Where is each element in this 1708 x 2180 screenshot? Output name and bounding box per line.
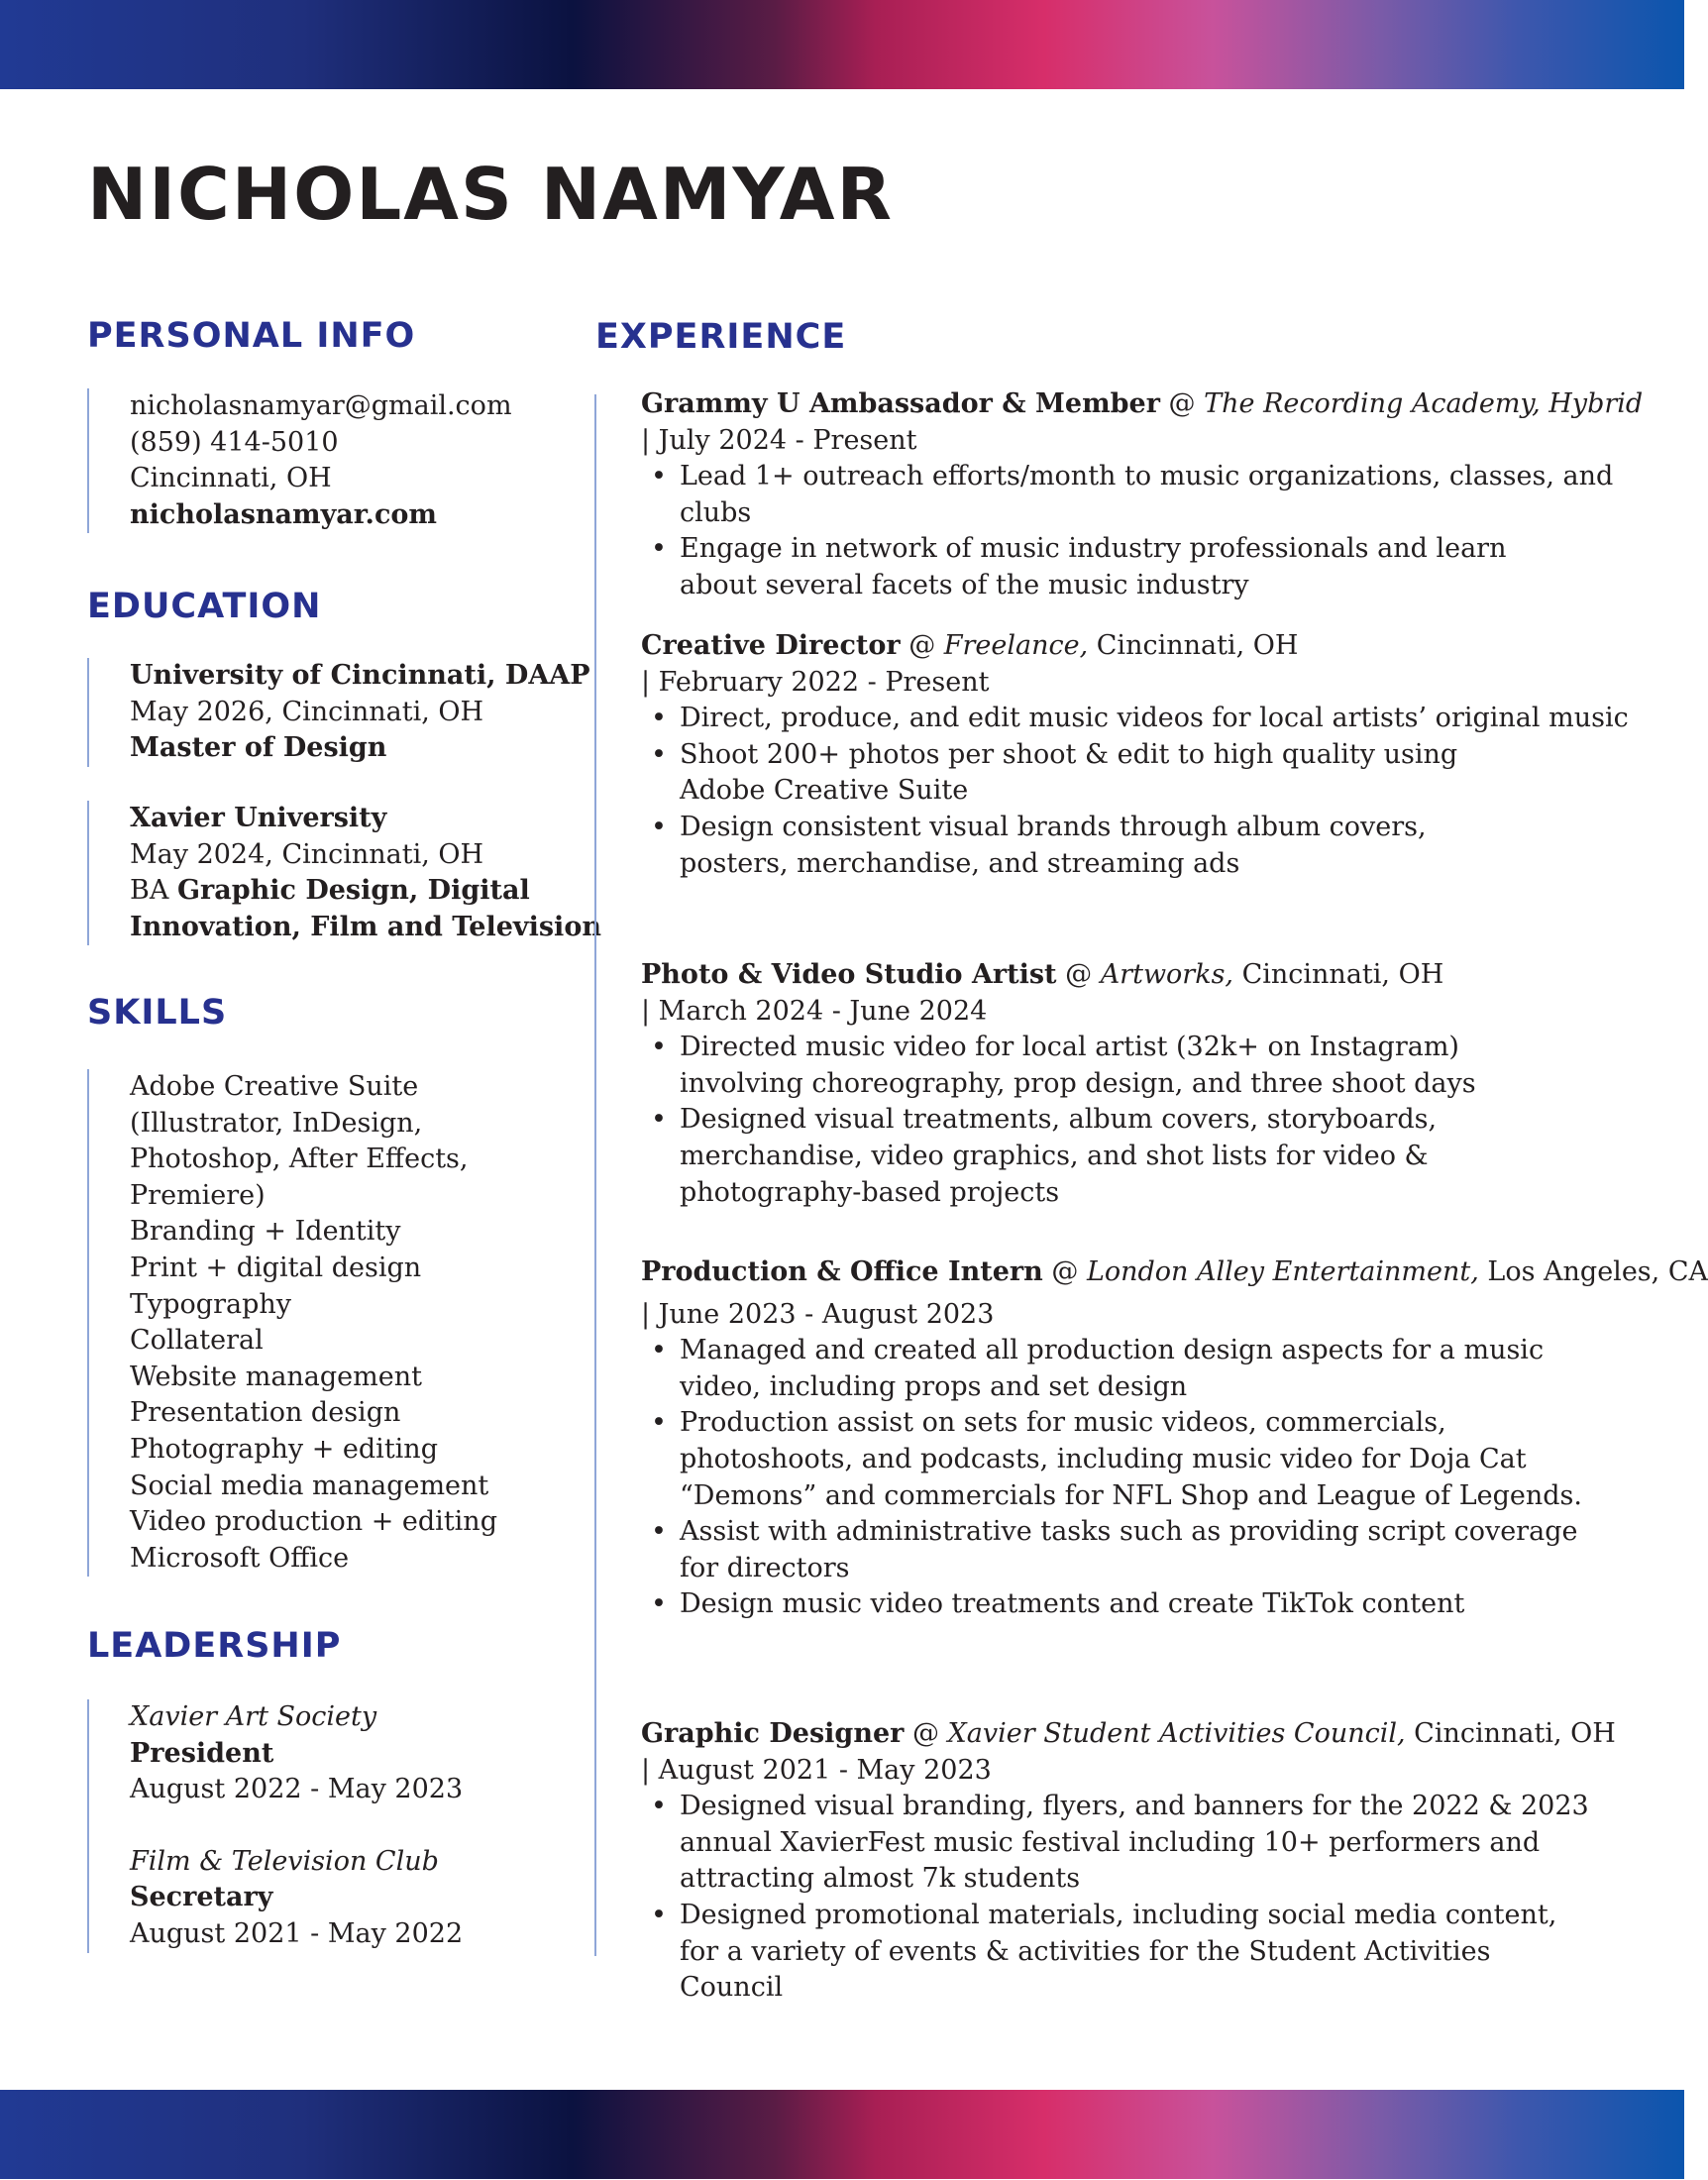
degree-prefix: BA [130, 875, 177, 907]
job-title: Production & Office Intern [641, 1256, 1043, 1287]
heading-education: EDUCATION [87, 587, 322, 626]
column-divider [594, 394, 596, 1956]
job-bullet: • Assist with administrative tasks such as providing script coverage for directors [641, 1514, 1591, 1586]
job-title: Creative Director [641, 630, 901, 661]
skill-item: Website management [130, 1361, 422, 1392]
bottom-gradient-band [0, 2090, 1684, 2179]
degree: Master of Design [130, 732, 387, 764]
job-dates: | August 2021 - May 2023 [641, 1754, 992, 1786]
job-bullet: • Lead 1+ outreach efforts/month to music organizations, classes, and clubs [641, 459, 1632, 531]
degree-major-cont: Innovation, Film and Television [130, 911, 601, 942]
resume-name: NICHOLAS NAMYAR [87, 153, 894, 236]
experience-item [641, 1716, 1632, 2007]
job-bullets [641, 1789, 1632, 2007]
experience-item [641, 386, 1644, 604]
heading-personal-info: PERSONAL INFO [87, 316, 416, 356]
personal-info-block [87, 388, 512, 533]
leadership-dates: August 2022 - May 2023 [130, 1774, 464, 1805]
job-bullet: • Managed and created all production design aspects for a music video, including props and set design [641, 1333, 1591, 1405]
degree-line [130, 873, 601, 910]
job-bullet: • Direct, produce, and edit music videos for local artists’ original music [641, 701, 1632, 737]
experience-item [641, 1254, 1708, 1623]
job-title: Photo & Video Studio Artist [641, 959, 1057, 990]
heading-skills: SKILLS [87, 993, 228, 1033]
at-sign: @ [900, 630, 944, 661]
at-sign: @ [1056, 959, 1101, 990]
job-bullet: • Design music video treatments and create TikTok content [641, 1586, 1632, 1623]
job-bullet: • Design consistent visual brands through album covers, posters, merchandise, and streaming ads [641, 810, 1542, 882]
job-org: The Recording Academy, Hybrid [1204, 388, 1644, 419]
job-location: Cincinnati, OH [1088, 630, 1299, 661]
school-name: University of Cincinnati, DAAP [130, 660, 590, 691]
skill-item: Typography [130, 1288, 292, 1320]
skill-item: Branding + Identity [130, 1216, 401, 1248]
job-bullet: • Shoot 200+ photos per shoot & edit to high quality using Adobe Creative Suite [641, 737, 1542, 810]
education-block-uc [87, 658, 590, 767]
education-block-xavier [87, 801, 601, 945]
job-dates: | July 2024 - Present [641, 424, 917, 456]
job-bullet: • Engage in network of music industry professionals and learn about several facets of the music industry [641, 531, 1561, 603]
job-bullet: • Designed promotional materials, including social media content, for a variety of events & activities for the Student Activities Council [641, 1898, 1591, 2007]
skill-item: Premiere) [130, 1179, 266, 1211]
leadership-role: Secretary [130, 1882, 273, 1913]
heading-leadership: LEADERSHIP [87, 1626, 342, 1666]
job-bullets [641, 1030, 1632, 1211]
job-dates: | June 2023 - August 2023 [641, 1298, 995, 1330]
leadership-role: President [130, 1737, 274, 1769]
website: nicholasnamyar.com [130, 498, 437, 530]
job-bullets [641, 701, 1632, 882]
job-bullet: • Production assist on sets for music videos, commercials, photoshoots, and podcasts, including music video for Doja Cat “Demons” and commercials for NFL Shop and League of Legends. [641, 1405, 1591, 1514]
email: nicholasnamyar@gmail.com [130, 390, 512, 421]
top-gradient-band [0, 0, 1684, 89]
school-date-location: May 2024, Cincinnati, OH [130, 838, 484, 870]
skills-list [87, 1069, 497, 1577]
job-bullet: • Designed visual treatments, album covers, storyboards, merchandise, video graphics, and shot lists for video & photography-based projects [641, 1102, 1591, 1211]
job-title: Graphic Designer [641, 1718, 905, 1749]
school-date-location: May 2026, Cincinnati, OH [130, 696, 484, 727]
phone: (859) 414-5010 [130, 426, 339, 458]
job-location: Cincinnati, OH [1405, 1718, 1616, 1749]
skill-item: Video production + editing [130, 1506, 497, 1538]
job-bullet: • Designed visual branding, flyers, and banners for the 2022 & 2023 annual XavierFest music festival including 10+ performers and attracting almost 7k students [641, 1789, 1591, 1898]
degree-major: Graphic Design, Digital [176, 875, 530, 907]
leadership-list [87, 1699, 463, 1953]
skill-item: Photography + editing [130, 1433, 438, 1465]
location: Cincinnati, OH [130, 463, 332, 494]
at-sign: @ [1042, 1256, 1087, 1287]
skill-item: Photoshop, After Effects, [130, 1144, 469, 1175]
job-bullet: • Directed music video for local artist (32k+ on Instagram) involving choreography, prop design, and three shoot days [641, 1030, 1571, 1102]
leadership-org: Xavier Art Society [130, 1701, 377, 1732]
school-name: Xavier University [130, 803, 387, 833]
job-org: Artworks, [1100, 959, 1234, 990]
job-org: Xavier Student Activities Council, [947, 1718, 1406, 1749]
at-sign: @ [904, 1718, 948, 1749]
job-bullets [641, 459, 1632, 603]
job-dates: | March 2024 - June 2024 [641, 995, 988, 1027]
skill-item: Social media management [130, 1470, 489, 1501]
job-bullets [641, 1333, 1632, 1623]
job-location: Los Angeles, CA [1478, 1256, 1708, 1287]
job-title: Grammy U Ambassador & Member [641, 388, 1160, 419]
skill-item: Adobe Creative Suite [130, 1071, 419, 1102]
skill-item: Print + digital design [130, 1252, 422, 1283]
leadership-org: Film & Television Club [130, 1845, 439, 1877]
experience-item [641, 957, 1632, 1211]
skill-item: (Illustrator, InDesign, [130, 1107, 423, 1139]
job-location: Cincinnati, OH [1233, 959, 1444, 990]
at-sign: @ [1159, 388, 1205, 419]
skill-item: Presentation design [130, 1397, 401, 1429]
experience-item [641, 628, 1632, 882]
job-org: Freelance, [943, 630, 1089, 661]
job-dates: | February 2022 - Present [641, 666, 990, 698]
skill-item: Microsoft Office [130, 1542, 350, 1574]
heading-experience: EXPERIENCE [595, 317, 847, 357]
leadership-dates: August 2021 - May 2022 [130, 1917, 464, 1949]
job-org: London Alley Entertainment, [1086, 1256, 1479, 1287]
skill-item: Collateral [130, 1325, 264, 1357]
